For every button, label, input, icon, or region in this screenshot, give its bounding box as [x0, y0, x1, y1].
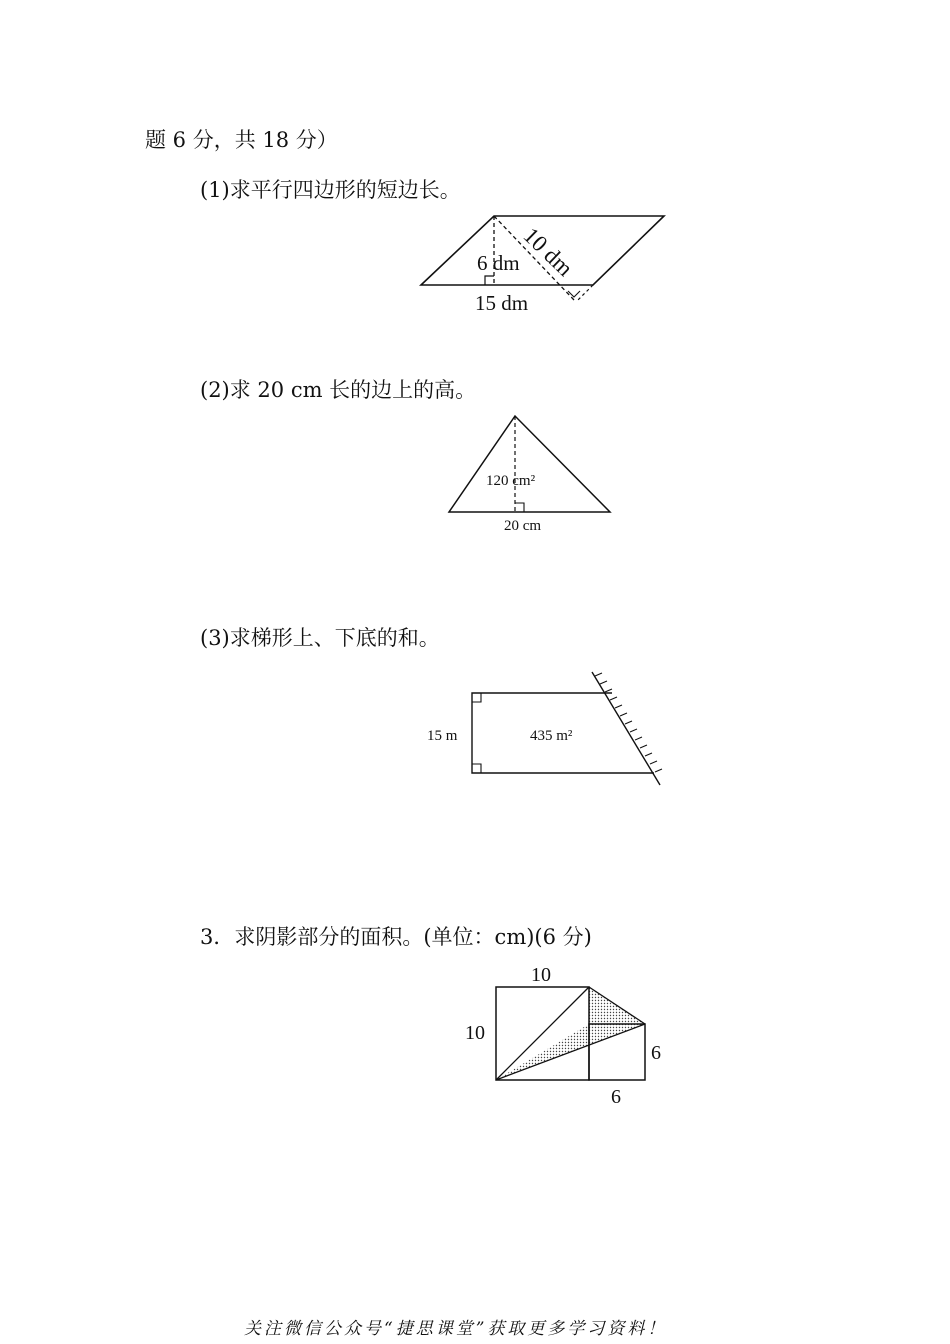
- parallelogram-side-label: 10 dm: [518, 222, 578, 281]
- section-header: 题 6 分，共 18 分）: [145, 128, 338, 152]
- triangle-area-label: 120 cm²: [486, 473, 536, 489]
- problem-2-prompt: (2)求 20 cm 长的边上的高。: [200, 378, 477, 402]
- small-square-right-label: 6: [651, 1042, 661, 1064]
- trapezoid-area-label: 435 m²: [530, 728, 573, 744]
- footer-note: 关注微信公众号“捷思课堂”获取更多学习资料！: [244, 1319, 668, 1339]
- question-3-prompt: 3．求阴影部分的面积。(单位：cm)(6 分): [200, 925, 592, 949]
- trapezoid-height-label: 15 m: [427, 728, 458, 744]
- large-square-top-label: 10: [531, 964, 551, 986]
- problem-3-prompt: (3)求梯形上、下底的和。: [200, 626, 440, 650]
- large-square-left-label: 10: [465, 1022, 485, 1044]
- parallelogram-height-label: 6 dm: [477, 251, 520, 275]
- triangle-base-label: 20 cm: [504, 518, 542, 534]
- diagonal-line: [496, 1024, 645, 1080]
- small-square-bottom-label: 6: [611, 1086, 621, 1108]
- parallelogram-base-label: 15 dm: [475, 291, 529, 315]
- problem-1-prompt: (1)求平行四边形的短边长。: [200, 178, 461, 202]
